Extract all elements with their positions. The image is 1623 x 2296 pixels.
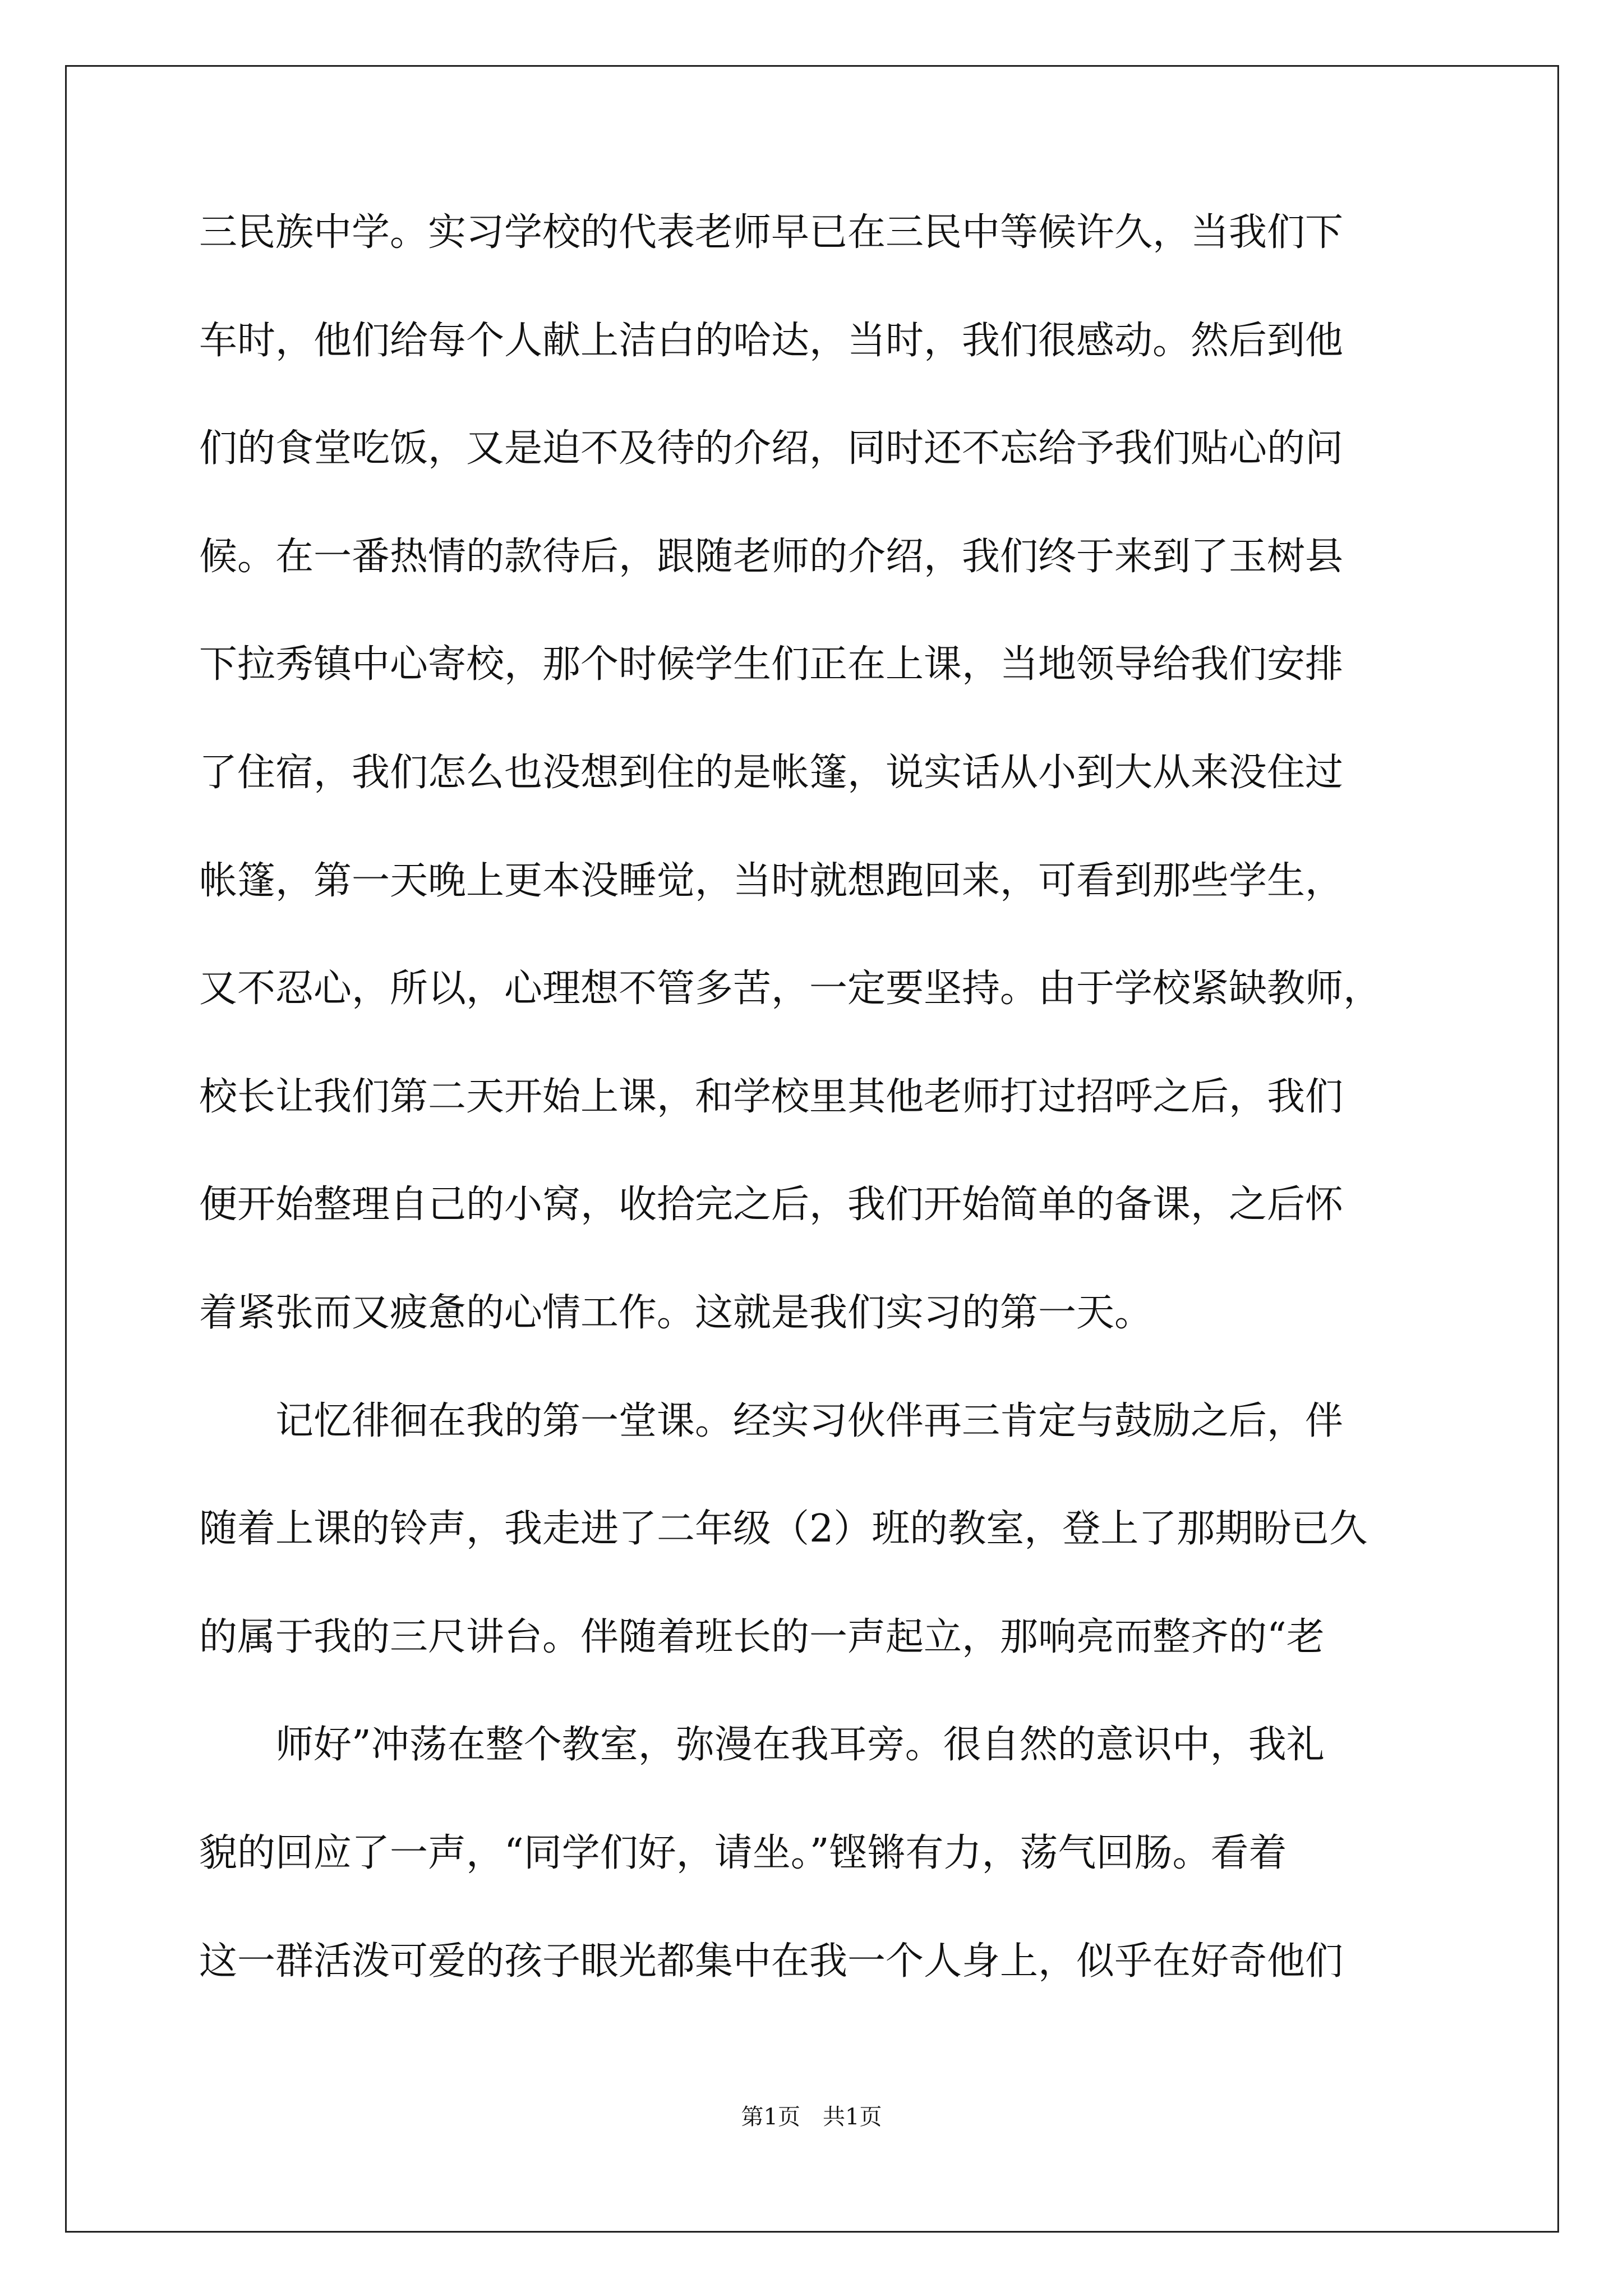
text-line: 貌的回应了一声，“同学们好，请坐。”铿锵有力，荡气回肠。看着 (199, 1830, 1287, 1875)
text-line: 这一群活泼可爱的孩子眼光都集中在我一个人身上，似乎在好奇他们 (199, 1939, 1344, 1984)
text-line: 又不忍心，所以，心理想不管多苦，一定要坚持。由于学校紧缺教师， (199, 967, 1382, 1011)
text-line: 便开始整理自己的小窝，收拾完之后，我们开始简单的备课，之后怀 (199, 1182, 1344, 1227)
text-line: 了住宿，我们怎么也没想到住的是帐篷，说实话从小到大从来没住过 (199, 750, 1344, 795)
text-line: 车时，他们给每个人献上洁白的哈达，当时，我们很感动。然后到他 (199, 318, 1344, 363)
text-line: 帐篷，第一天晚上更本没睡觉，当时就想跑回来，可看到那些学生， (199, 858, 1344, 903)
text-line: 们的食堂吃饭，又是迫不及待的介绍，同时还不忘给予我们贴心的问 (199, 426, 1344, 471)
text-line: 的属于我的三尺讲台。伴随着班长的一声起立，那响亮而整齐的“老 (199, 1614, 1325, 1659)
document-body (199, 205, 1433, 2041)
text-line: 随着上课的铃声，我走进了二年级（2）班的教室，登上了那期盼已久 (199, 1507, 1368, 1552)
paragraph-start-line: 师好”冲荡在整个教室，弥漫在我耳旁。很自然的意识中，我礼 (275, 1723, 1325, 1768)
text-line: 着紧张而又疲惫的心情工作。这就是我们实习的第一天。 (199, 1290, 1153, 1335)
text-line: 下拉秀镇中心寄校，那个时候学生们正在上课，当地领导给我们安排 (199, 642, 1344, 687)
text-line: 三民族中学。实习学校的代表老师早已在三民中等候许久，当我们下 (199, 210, 1344, 255)
page-number: 第1页 共1页 (741, 2104, 882, 2130)
text-line: 候。在一番热情的款待后，跟随老师的介绍，我们终于来到了玉树县 (199, 534, 1344, 579)
page-footer (0, 2099, 1623, 2131)
paragraph-start-line: 记忆徘徊在我的第一堂课。经实习伙伴再三肯定与鼓励之后，伴 (275, 1398, 1344, 1443)
text-line: 校长让我们第二天开始上课，和学校里其他老师打过招呼之后，我们 (199, 1074, 1344, 1119)
